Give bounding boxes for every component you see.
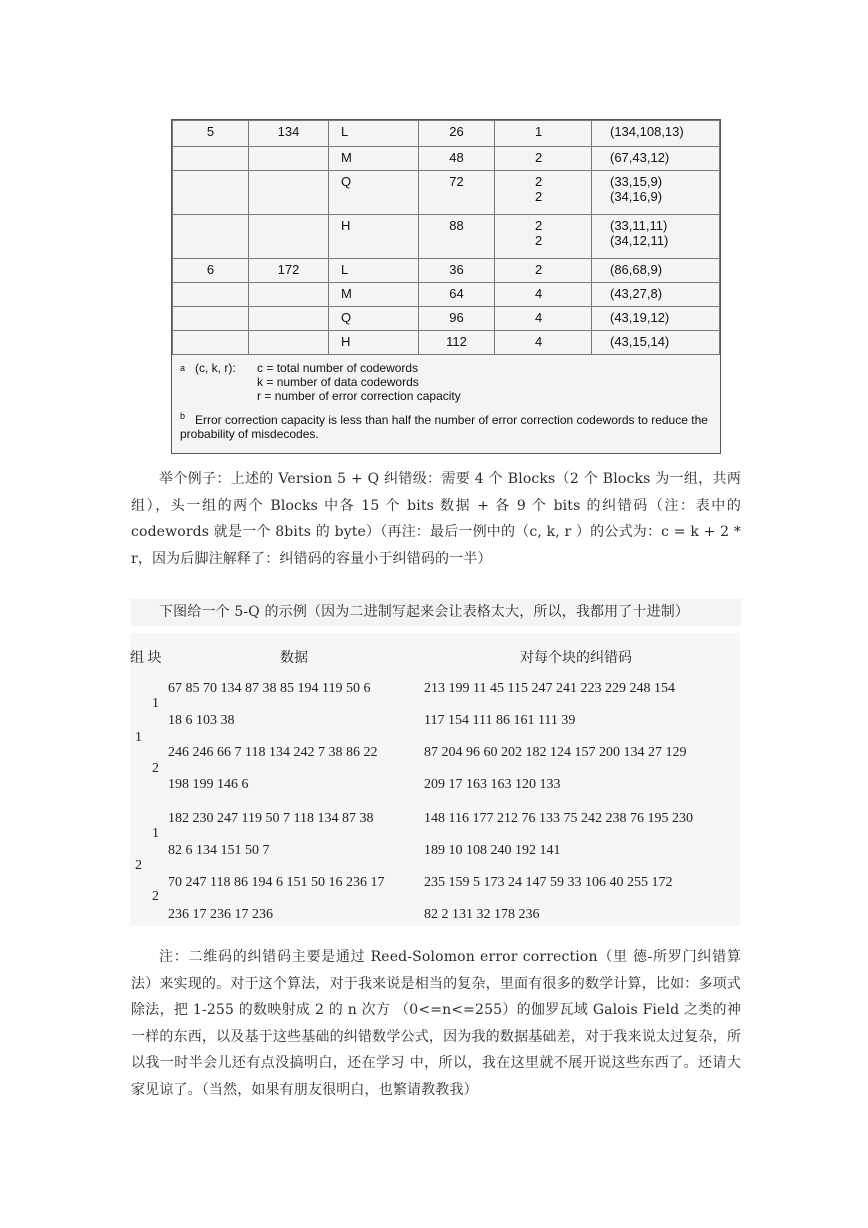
cell-ec-level: M	[329, 147, 419, 171]
ckr-value: (134,108,13)	[610, 124, 684, 139]
cell-ckr	[592, 215, 720, 259]
block-ec: 189 10 108 240 192 141	[424, 843, 561, 858]
block-ec: 209 17 163 163 120 133	[424, 777, 561, 792]
ckr-value: (43,15,14)	[610, 334, 670, 349]
cell-version	[173, 171, 249, 215]
paragraph-figure-caption: 下图给一个 5-Q 的示例（因为二进制写起来会让表格太大，所以，我都用了十进制）	[131, 599, 741, 626]
cell-ckr	[592, 147, 720, 171]
cell-blocks	[495, 307, 592, 331]
block-ec: 213 199 11 45 115 247 241 223 229 248 154	[424, 681, 675, 696]
table-row	[173, 307, 720, 331]
header-ec: 对每个块的纠错码	[520, 651, 632, 666]
footnote-b-text: Error correction capacity is less than half the number of error correction codewords to reduce the probability of misdecodes.	[180, 413, 708, 441]
cell-ec-level: Q	[329, 171, 419, 215]
cell-total-codewords	[249, 147, 329, 171]
cell-total-codewords	[249, 171, 329, 215]
ckr-value: (43,19,12)	[610, 310, 670, 325]
table-row	[173, 215, 720, 259]
header-data: 数据	[280, 651, 308, 666]
cell-ckr	[592, 259, 720, 283]
block-label: 2	[152, 889, 159, 904]
cell-ckr	[592, 121, 720, 147]
blocks-value: 1	[535, 124, 543, 139]
cell-ec-level: H	[329, 215, 419, 259]
table-row	[173, 259, 720, 283]
cell-total-codewords: 134	[249, 121, 329, 147]
cell-ckr	[592, 307, 720, 331]
cell-blocks	[495, 215, 592, 259]
group-label: 2	[135, 858, 142, 873]
cell-ec-codewords: 48	[419, 147, 495, 171]
cell-ec-codewords: 112	[419, 331, 495, 355]
cell-ec-level: M	[329, 283, 419, 307]
cell-total-codewords	[249, 331, 329, 355]
cell-ec-codewords: 64	[419, 283, 495, 307]
block-data: 67 85 70 134 87 38 85 194 119 50 6	[168, 681, 371, 696]
table-row	[173, 171, 720, 215]
block-data: 70 247 118 86 194 6 151 50 16 236 17	[168, 875, 385, 890]
footnote-a-line: r = number of error correction capacity	[257, 389, 461, 403]
cell-ckr	[592, 331, 720, 355]
group-label: 1	[135, 730, 142, 745]
cell-version	[173, 331, 249, 355]
example-5q-table	[130, 633, 740, 926]
cell-ec-codewords: 72	[419, 171, 495, 215]
cell-ec-codewords: 36	[419, 259, 495, 283]
cell-blocks	[495, 259, 592, 283]
block-label: 1	[152, 826, 159, 841]
error-correction-table	[171, 119, 721, 454]
cell-version	[173, 215, 249, 259]
cell-ec-level: Q	[329, 307, 419, 331]
block-data: 18 6 103 38	[168, 713, 235, 728]
cell-blocks	[495, 283, 592, 307]
block-label: 1	[152, 696, 159, 711]
cell-blocks	[495, 331, 592, 355]
paragraph-example-intro: 举个例子：上述的 Version 5 + Q 纠错级：需要 4 个 Blocks（2 个 Blocks 为一组，共两组），头一组的两个 Blocks 中各 15 个 bits 数据 + 各 9 个 bits 的纠错码（注：表中的 codewords 就是一个 8bits 的 byte）（再注：最后一例中的（c, k, r ）的公式为：c = k + 2 * r，因为后脚注解释了：纠错码的容量小于纠错码的一半）	[131, 471, 741, 567]
cell-ec-level: L	[329, 259, 419, 283]
block-ec: 148 116 177 212 76 133 75 242 238 76 195 230	[424, 811, 693, 826]
header-group-block: 组 块	[130, 651, 162, 666]
cell-total-codewords	[249, 283, 329, 307]
block-data: 198 199 146 6	[168, 777, 249, 792]
table-footnotes	[172, 355, 720, 447]
cell-total-codewords: 172	[249, 259, 329, 283]
footnote-a	[180, 361, 712, 403]
cell-total-codewords	[249, 307, 329, 331]
ckr-value: (34,12,11)	[610, 233, 669, 248]
codeword-table	[172, 120, 720, 355]
footnote-marker: b	[180, 411, 186, 421]
table-row	[173, 331, 720, 355]
block-ec: 117 154 111 86 161 111 39	[424, 713, 576, 728]
blocks-value: 2	[535, 233, 543, 248]
block-label: 2	[152, 761, 159, 776]
blocks-value: 4	[535, 286, 543, 301]
cell-blocks	[495, 121, 592, 147]
cell-version: 6	[173, 259, 249, 283]
ckr-value: (33,15,9)	[610, 174, 663, 189]
blocks-value: 2	[535, 150, 543, 165]
footnote-a-line: k = number of data codewords	[257, 375, 419, 389]
footnote-a-line: c = total number of codewords	[257, 361, 419, 375]
block-ec: 82 2 131 32 178 236	[424, 907, 540, 922]
cell-ec-codewords: 96	[419, 307, 495, 331]
block-data: 246 246 66 7 118 134 242 7 38 86 22	[168, 745, 378, 760]
ckr-value: (34,16,9)	[610, 189, 663, 204]
blocks-value: 2	[535, 218, 543, 233]
block-data: 182 230 247 119 50 7 118 134 87 38	[168, 811, 374, 826]
blocks-value: 2	[535, 262, 543, 277]
blocks-value: 2	[535, 189, 543, 204]
block-data: 236 17 236 17 236	[168, 907, 273, 922]
cell-blocks	[495, 147, 592, 171]
cell-version	[173, 307, 249, 331]
cell-ckr	[592, 171, 720, 215]
paragraph-reed-solomon-note: 注：二维码的纠错码主要是通过 Reed-Solomon error correction（里 德-所罗门纠错算法）来实现的。对于这个算法，对于我来说是相当的复杂，里面有很多的数学计算，比如：多项式除法，把 1-255 的数映射成 2 的 n 次方 （0<=n<=255）的伽罗瓦域 Galois Field 之类的神一样的东西，以及基于这些基础的纠错数学公式，因为我的数据基础差，对于我来说太过复杂，所以我一时半会儿还有点没搞明白，还在学习 中，所以，我在这里就不展开说这些东西了。还请大家见谅了。（当然，如果有朋友很明白，也繁请教教我）	[131, 949, 741, 1098]
blocks-value: 4	[535, 334, 543, 349]
ckr-value: (86,68,9)	[610, 262, 663, 277]
cell-ec-codewords: 26	[419, 121, 495, 147]
ckr-value: (33,11,11)	[610, 218, 668, 233]
cell-total-codewords	[249, 215, 329, 259]
block-ec: 235 159 5 173 24 147 59 33 106 40 255 172	[424, 875, 673, 890]
cell-version	[173, 283, 249, 307]
cell-ec-level: H	[329, 331, 419, 355]
blocks-value: 4	[535, 310, 543, 325]
block-data: 82 6 134 151 50 7	[168, 843, 270, 858]
footnote-a-lead: (c, k, r):	[195, 361, 236, 375]
ckr-value: (43,27,8)	[610, 286, 663, 301]
footnote-marker: a	[180, 363, 186, 373]
cell-version	[173, 147, 249, 171]
ckr-value: (67,43,12)	[610, 150, 670, 165]
table-row	[173, 283, 720, 307]
cell-version: 5	[173, 121, 249, 147]
cell-ec-codewords: 88	[419, 215, 495, 259]
cell-blocks	[495, 171, 592, 215]
blocks-value: 2	[535, 174, 543, 189]
table-row	[173, 147, 720, 171]
table-row	[173, 121, 720, 147]
cell-ec-level: L	[329, 121, 419, 147]
cell-ckr	[592, 283, 720, 307]
block-ec: 87 204 96 60 202 182 124 157 200 134 27 129	[424, 745, 687, 760]
footnote-b	[180, 409, 712, 441]
